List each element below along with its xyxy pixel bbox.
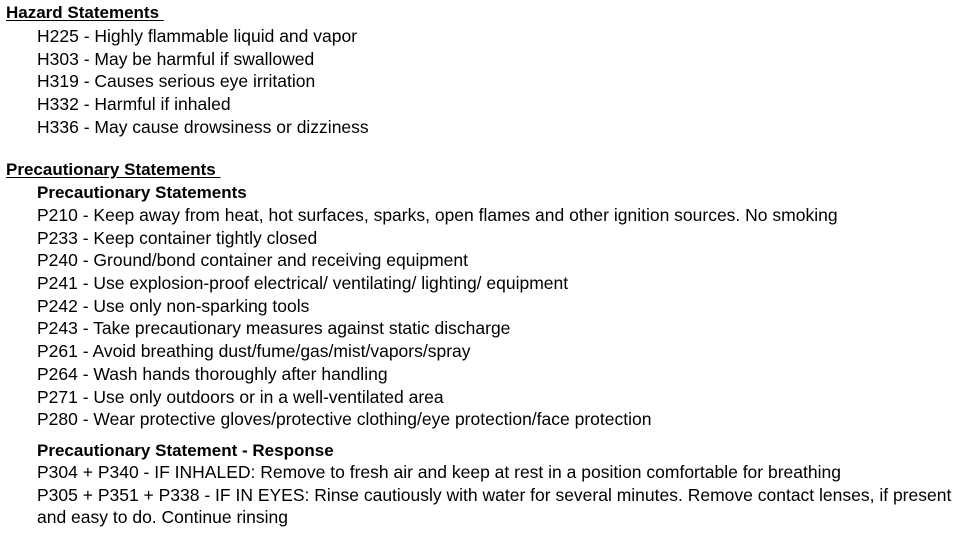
- precautionary-statement-item: P261 - Avoid breathing dust/fume/gas/mist/vapors/spray: [37, 341, 471, 362]
- precautionary-statement-item: P241 - Use explosion-proof electrical/ ventilating/ lighting/ equipment: [37, 273, 569, 294]
- hazard-statement-item: H303 - May be harmful if swallowed: [37, 48, 315, 69]
- precautionary-response-item: P304 + P340 - IF INHALED: Remove to fresh air and keep at rest in a position comfortable for breathing: [37, 462, 841, 482]
- precautionary-response-subheading: Precautionary Statement - Response: [37, 441, 334, 460]
- hazard-statement-item: H336 - May cause drowsiness or dizziness: [37, 116, 369, 137]
- precautionary-statement-item: P240 - Ground/bond container and receiving equipment: [37, 250, 468, 271]
- precautionary-response-list: [37, 461, 955, 529]
- hazard-statement-item: H225 - Highly flammable liquid and vapor: [37, 26, 358, 46]
- precautionary-response-item: P305 + P351 + P338 - IF IN EYES: Rinse cautiously with water for several minutes. Remove contact lenses, if present and easy to do. Continue rinsing: [37, 484, 952, 528]
- precautionary-statements-heading: Precautionary Statements: [6, 160, 221, 179]
- precautionary-statements-list: [37, 204, 838, 431]
- precautionary-statements-subheading: Precautionary Statements: [37, 183, 247, 202]
- precautionary-statement-item: P264 - Wash hands thoroughly after handling: [37, 363, 388, 384]
- hazard-statements-heading: Hazard Statements: [6, 3, 164, 22]
- precautionary-statement-item: P280 - Wear protective gloves/protective clothing/eye protection/face protection: [37, 409, 652, 430]
- hazard-statements-list: [37, 25, 369, 138]
- precautionary-statement-item: P243 - Take precautionary measures against static discharge: [37, 318, 511, 339]
- hazard-statement-item: H332 - Harmful if inhaled: [37, 94, 231, 115]
- precautionary-statement-item: P271 - Use only outdoors or in a well-ventilated area: [37, 386, 444, 407]
- hazard-statement-item: H319 - Causes serious eye irritation: [37, 71, 316, 92]
- precautionary-statement-item: P242 - Use only non-sparking tools: [37, 295, 310, 316]
- precautionary-statement-item: P233 - Keep container tightly closed: [37, 227, 318, 248]
- precautionary-statement-item: P210 - Keep away from heat, hot surfaces, sparks, open flames and other ignition sources. No smoking: [37, 205, 838, 225]
